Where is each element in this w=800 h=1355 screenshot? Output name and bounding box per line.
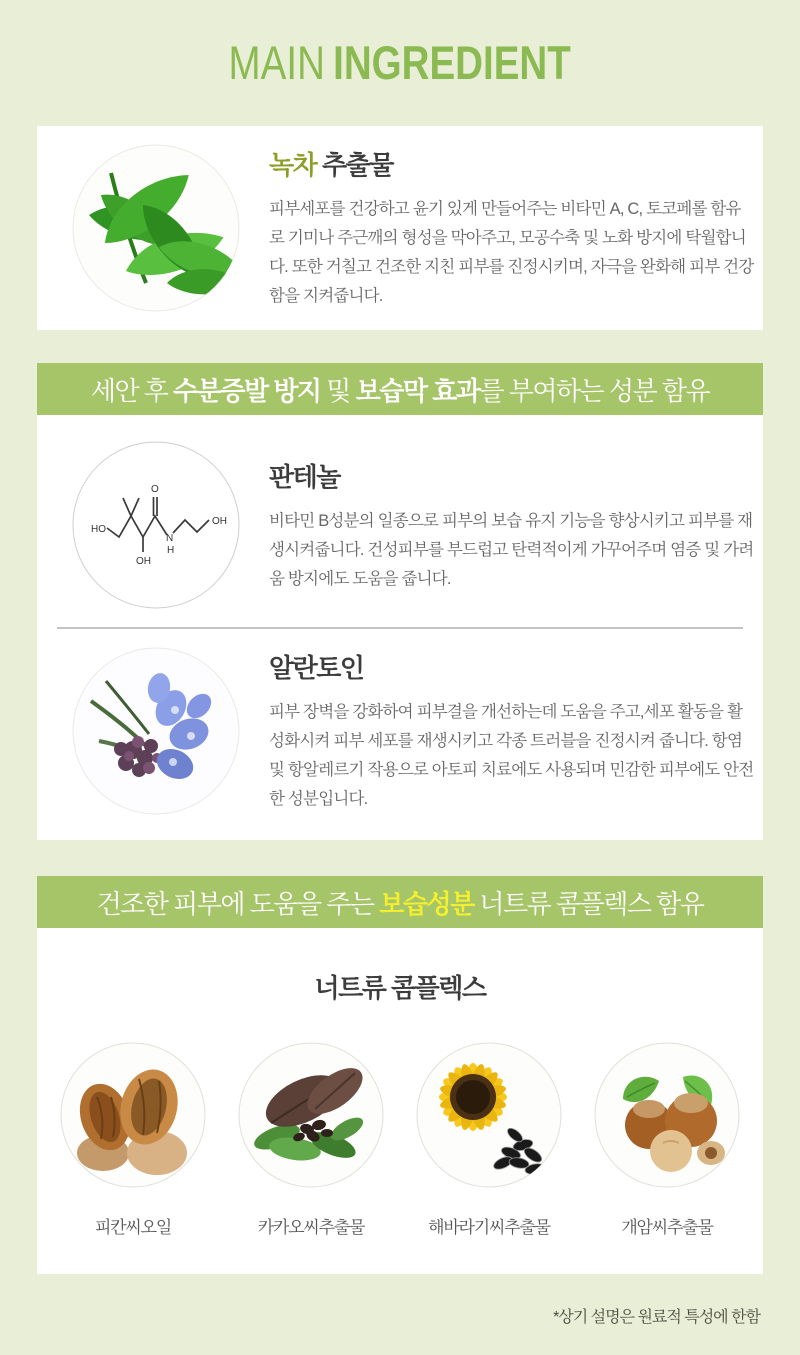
section-divider — [57, 627, 743, 629]
panthenol-text — [269, 457, 755, 594]
comfrey-flowers-illustration — [71, 646, 241, 816]
chem-label-n: N — [166, 533, 174, 544]
banner2-seg1: 건조한 피부에 도움을 주는 — [96, 888, 380, 919]
page-title-light: MAIN — [228, 36, 326, 89]
footnote: *상기 설명은 원료적 특성에 한함 — [553, 1309, 760, 1326]
allantoin-section — [37, 634, 763, 828]
nut-complex-row — [37, 1041, 763, 1238]
page-title — [229, 38, 571, 88]
banner-nut-complex — [37, 876, 763, 928]
card-green-tea — [37, 126, 763, 330]
allantoin-description: 피부 장벽을 강화하여 피부결을 개선하는데 도움을 주고,세포 활동을 활성화시켜 피부 세포를 재생시키고 각종 트러블을 진정시켜 줍니다. 항염 및 항알레르기 작용으로 아토피 치료에도 사용되며 민감한 피부에도 안전한 성분입니다. — [269, 703, 754, 808]
banner-moisture-barrier — [37, 363, 763, 415]
hazelnut-photo — [593, 1041, 741, 1189]
sunflower-seeds-illustration — [415, 1041, 563, 1189]
panthenol-description: 비타민 B성분의 일종으로 피부의 보습 유지 기능을 향상시키고 피부를 재생시켜줍니다. 건성피부를 부드럽고 탄력적이게 가꾸어주며 염증 및 가려움 방지에도 도움을 줍니다. — [269, 511, 754, 588]
pecan-nuts-illustration — [59, 1041, 207, 1189]
panthenol-molecule-illustration — [71, 440, 241, 610]
hazelnut-label: 개암씨추출물 — [621, 1218, 713, 1237]
chem-label-o: O — [151, 484, 159, 495]
page-header — [0, 0, 800, 88]
nut-complex-heading: 너트류 콤플렉스 — [314, 973, 486, 1003]
banner2-seg3: 너트류 콤플렉스 함유 — [473, 888, 704, 919]
banner1-seg3: 및 — [320, 375, 356, 406]
banner1-seg2-bold: 수분증발 방지 — [173, 375, 321, 406]
chem-label-oh-bottom: OH — [136, 556, 151, 567]
panthenol-structure-image — [71, 440, 241, 610]
card-nut-complex — [37, 928, 763, 1274]
sunflower-label: 해바라기씨추출물 — [428, 1218, 550, 1237]
green-tea-description: 피부세포를 건강하고 윤기 있게 만들어주는 비타민 A, C, 토코페롤 함유로 기미나 주근깨의 형성을 막아주고, 모공수축 및 노화 방지에 탁월합니다. 또한 거칠고 건조한 지친 피부를 진정시키며, 자극을 완화해 피부 건강함을 지켜줍니다. — [269, 200, 754, 305]
nut-item-sunflower — [414, 1041, 564, 1238]
sunflower-photo — [415, 1041, 563, 1189]
nut-item-cacao — [236, 1041, 386, 1238]
cacao-pods-illustration — [237, 1041, 385, 1189]
nut-item-pecan — [58, 1041, 208, 1238]
green-tea-name-rest: 추출물 — [316, 150, 393, 180]
page-title-bold: INGREDIENT — [333, 36, 572, 89]
green-tea-name-highlight: 녹차 — [269, 150, 317, 180]
banner1-seg1: 세안 후 — [90, 375, 174, 406]
allantoin-text — [269, 648, 755, 814]
green-tea-leaves-illustration — [71, 143, 241, 313]
allantoin-heading: 알란토인 — [269, 653, 364, 683]
panthenol-heading: 판테놀 — [269, 461, 340, 492]
hazelnuts-illustration — [593, 1041, 741, 1189]
card-panthenol-allantoin — [37, 415, 763, 840]
chem-label-h: H — [167, 545, 175, 556]
allantoin-photo — [71, 646, 241, 816]
panthenol-section — [37, 428, 763, 622]
cacao-photo — [237, 1041, 385, 1189]
pecan-label: 피칸씨오일 — [94, 1218, 172, 1237]
pecan-photo — [59, 1041, 207, 1189]
banner1-seg5: 를 부여하는 성분 함유 — [479, 375, 710, 406]
green-tea-heading — [269, 145, 755, 182]
cacao-label: 카카오씨추출물 — [257, 1218, 365, 1237]
green-tea-text — [269, 145, 755, 311]
chem-label-ho: HO — [91, 524, 106, 535]
nut-item-hazelnut — [592, 1041, 742, 1238]
chem-label-oh-right: OH — [212, 516, 227, 527]
green-tea-photo — [71, 143, 241, 313]
banner2-seg2-yellow: 보습성분 — [379, 888, 474, 919]
banner1-seg4-bold: 보습막 효과 — [355, 375, 480, 406]
